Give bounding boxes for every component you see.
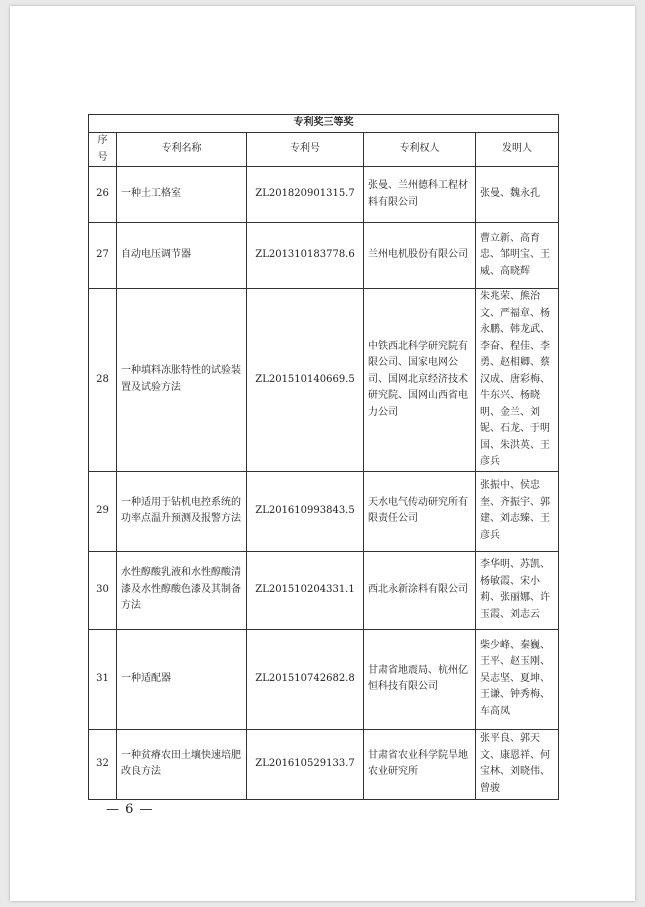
cell-inventor: 张平良、郭天文、康恩祥、何宝林、刘晓伟、曾骏 <box>476 729 559 799</box>
cell-patent-name: 一种适配器 <box>117 629 247 729</box>
header-seq: 序号 <box>89 133 117 167</box>
table-row <box>89 729 559 799</box>
table-row <box>89 223 559 289</box>
cell-seq: 29 <box>89 471 117 551</box>
header-patent-number: 专利号 <box>247 133 364 167</box>
cell-patent-number: ZL201610529133.7 <box>247 729 364 799</box>
cell-patent-owner: 中铁西北科学研究院有限公司、国家电网公司、国网北京经济技术研究院、国网山西省电力公司 <box>364 289 476 472</box>
table-header-row <box>89 133 559 167</box>
cell-patent-number: ZL201310183778.6 <box>247 223 364 289</box>
cell-inventor: 柴少峰、秦巍、王平、赵玉刚、吴志坚、夏坤、王谦、钟秀梅、车高凤 <box>476 629 559 729</box>
cell-patent-owner: 兰州电机股份有限公司 <box>364 223 476 289</box>
cell-patent-owner: 天水电气传动研究所有限责任公司 <box>364 471 476 551</box>
cell-patent-number: ZL201820901315.7 <box>247 167 364 223</box>
cell-seq: 26 <box>89 167 117 223</box>
cell-patent-number: ZL201510140669.5 <box>247 289 364 472</box>
document-page <box>10 6 635 901</box>
table-row <box>89 629 559 729</box>
cell-seq: 31 <box>89 629 117 729</box>
cell-patent-name: 水性醇酸乳液和水性醇酸清漆及水性醇酸色漆及其制备方法 <box>117 551 247 629</box>
header-inventor: 发明人 <box>476 133 559 167</box>
cell-inventor: 张振中、侯忠奎、齐振宇、郭建、刘志臻、王彦兵 <box>476 471 559 551</box>
cell-patent-number: ZL201510204331.1 <box>247 551 364 629</box>
cell-patent-name: 一种贫瘠农田土壤快速培肥改良方法 <box>117 729 247 799</box>
cell-inventor: 朱兆荣、熊治文、严福章、杨永鹏、韩龙武、李奋、程佳、李勇、赵相卿、蔡汉成、唐彩梅、牛东兴、杨晓明、金兰、刘铌、石龙、于明国、朱洪英、王彦兵 <box>476 289 559 472</box>
cell-patent-name: 一种适用于钻机电控系统的功率点温升预测及报警方法 <box>117 471 247 551</box>
table-row <box>89 289 559 472</box>
cell-patent-number: ZL201510742682.8 <box>247 629 364 729</box>
cell-patent-name: 一种填料冻胀特性的试验装置及试验方法 <box>117 289 247 472</box>
cell-seq: 32 <box>89 729 117 799</box>
header-patent-owner: 专利权人 <box>364 133 476 167</box>
table-row <box>89 551 559 629</box>
table-row <box>89 167 559 223</box>
cell-inventor: 张曼、魏永孔 <box>476 167 559 223</box>
cell-inventor: 李华明、苏凯、杨敏霞、宋小莉、张丽娜、许玉霞、刘志云 <box>476 551 559 629</box>
cell-patent-owner: 甘肃省地震局、杭州亿恒科技有限公司 <box>364 629 476 729</box>
cell-patent-owner: 甘肃省农业科学院旱地农业研究所 <box>364 729 476 799</box>
patent-award-table <box>88 114 559 800</box>
cell-seq: 30 <box>89 551 117 629</box>
cell-inventor: 曹立新、高育忠、邹明宝、王威、高晓辉 <box>476 223 559 289</box>
cell-patent-name: 自动电压调节器 <box>117 223 247 289</box>
header-patent-name: 专利名称 <box>117 133 247 167</box>
table-caption: 专利奖三等奖 <box>89 115 559 133</box>
cell-patent-owner: 西北永新涂料有限公司 <box>364 551 476 629</box>
cell-patent-number: ZL201610993843.5 <box>247 471 364 551</box>
cell-seq: 28 <box>89 289 117 472</box>
cell-patent-name: 一种土工格室 <box>117 167 247 223</box>
cell-seq: 27 <box>89 223 117 289</box>
table-row <box>89 471 559 551</box>
cell-patent-owner: 张曼、兰州德科工程材料有限公司 <box>364 167 476 223</box>
page-number: — 6 — <box>106 802 154 817</box>
